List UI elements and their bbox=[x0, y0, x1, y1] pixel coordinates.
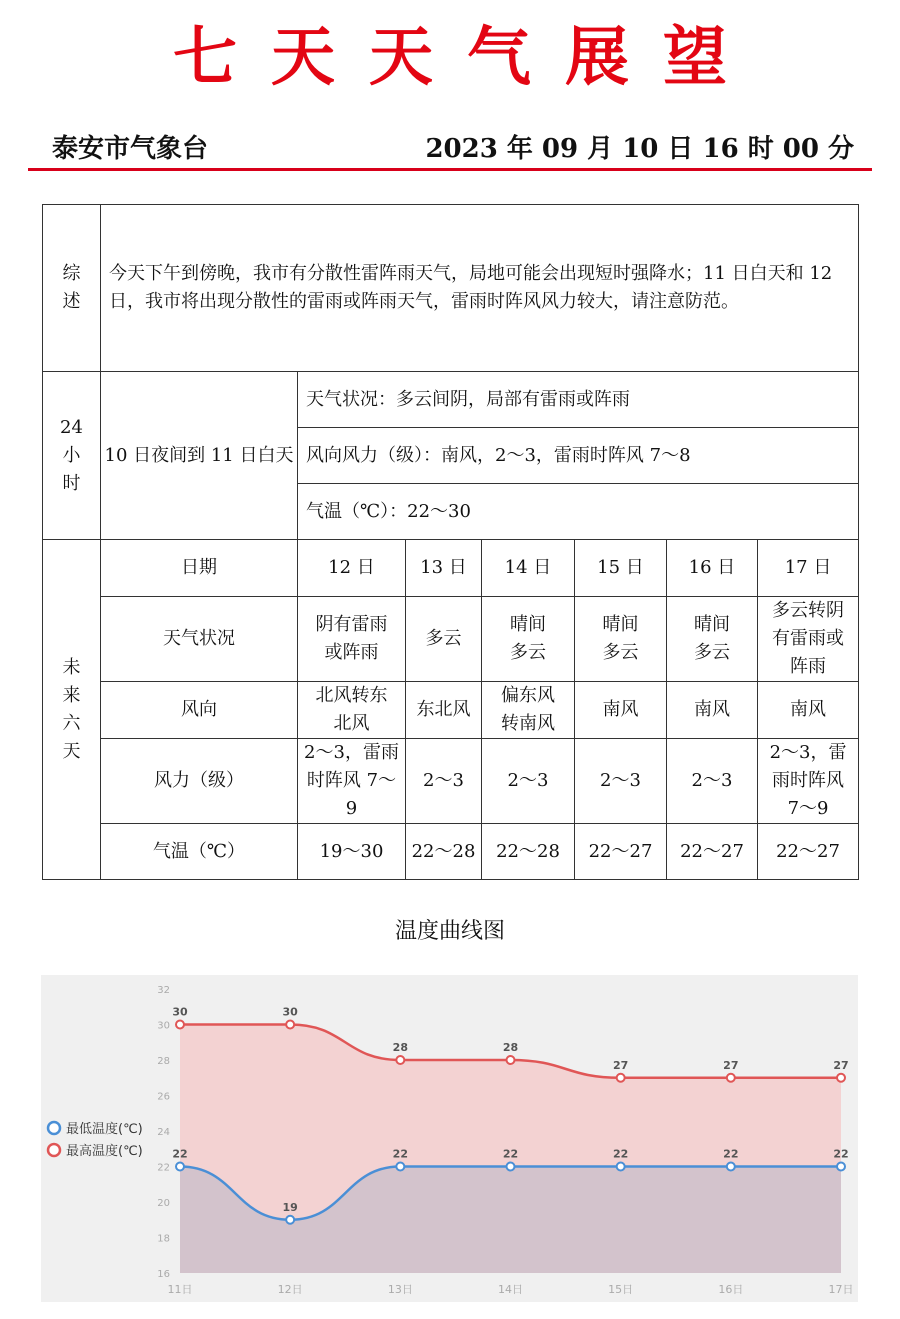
day-3-weather: 晴间多云 bbox=[482, 597, 575, 682]
day-4-temp: 22～27 bbox=[575, 824, 667, 880]
x-tick-label: 14日 bbox=[498, 1283, 523, 1296]
x-axis-ticks bbox=[168, 1283, 854, 1296]
h24-wind: 风向风力（级）：南风，2～3，雷雨时阵风 7～8 bbox=[298, 428, 859, 484]
data-point bbox=[727, 1074, 735, 1082]
day-1-wind-force: 2～3，雷雨时阵风 7～9 bbox=[298, 739, 406, 824]
data-label: 27 bbox=[613, 1058, 629, 1072]
temperature-chart-panel bbox=[41, 975, 858, 1302]
row-label-temp: 气温（℃） bbox=[101, 824, 298, 880]
legend-min-marker bbox=[48, 1122, 60, 1134]
legend-max-marker bbox=[48, 1144, 60, 1156]
legend-max-label: 最高温度(℃) bbox=[66, 1144, 143, 1159]
summary-row bbox=[43, 205, 859, 372]
chart-legend bbox=[48, 1121, 143, 1159]
day-4-wind-dir: 南风 bbox=[575, 682, 667, 739]
page-title: 七天天气展望 bbox=[173, 20, 761, 95]
day-1-weather: 阴有雷雨或阵雨 bbox=[298, 597, 406, 682]
future-wind-force-row bbox=[43, 739, 859, 824]
y-tick-label: 24 bbox=[157, 1127, 170, 1138]
data-label: 27 bbox=[723, 1058, 739, 1072]
data-label: 22 bbox=[172, 1147, 188, 1161]
x-tick-label: 11日 bbox=[167, 1283, 193, 1296]
day-6-wind-force: 2～3，雷雨时阵风 7～9 bbox=[758, 739, 859, 824]
legend-min-label: 最低温度(℃) bbox=[66, 1122, 143, 1137]
future-wind-dir-row bbox=[43, 682, 859, 739]
day-5-date: 16 日 bbox=[667, 540, 758, 597]
future-weather-row bbox=[43, 597, 859, 682]
day-1-wind-dir: 北风转东北风 bbox=[298, 682, 406, 739]
x-tick-label: 12日 bbox=[277, 1283, 303, 1296]
chart-title: 温度曲线图 bbox=[394, 919, 505, 944]
data-point bbox=[396, 1163, 404, 1171]
data-point bbox=[507, 1163, 515, 1171]
data-label: 22 bbox=[723, 1147, 739, 1161]
summary-label-text: 综 述 bbox=[62, 263, 81, 312]
h24-weather-row bbox=[43, 372, 859, 428]
data-point bbox=[286, 1021, 294, 1029]
day-2-wind-dir: 东北风 bbox=[406, 682, 482, 739]
day-5-wind-force: 2～3 bbox=[667, 739, 758, 824]
x-tick-label: 17日 bbox=[828, 1283, 854, 1296]
y-tick-label: 32 bbox=[157, 985, 170, 996]
future-temp-row bbox=[43, 824, 859, 880]
x-tick-label: 13日 bbox=[387, 1283, 413, 1296]
day-2-date: 13 日 bbox=[406, 540, 482, 597]
temperature-chart bbox=[41, 975, 858, 1302]
data-point bbox=[727, 1163, 735, 1171]
data-label: 22 bbox=[833, 1147, 849, 1161]
day-4-weather: 晴间多云 bbox=[575, 597, 667, 682]
data-label: 22 bbox=[392, 1147, 408, 1161]
data-point bbox=[286, 1216, 294, 1224]
issue-time: 2023 年 09 月 10 日 16 时 00 分 bbox=[425, 134, 854, 164]
y-tick-label: 30 bbox=[157, 1020, 170, 1032]
data-point bbox=[176, 1163, 184, 1171]
day-3-temp: 22～28 bbox=[482, 824, 575, 880]
day-4-wind-force: 2～3 bbox=[575, 739, 667, 824]
h24-period: 10 日夜间到 11 日白天 bbox=[101, 372, 298, 540]
day-4-date: 15 日 bbox=[575, 540, 667, 597]
y-tick-label: 16 bbox=[157, 1269, 170, 1280]
day-5-temp: 22～27 bbox=[667, 824, 758, 880]
data-label: 28 bbox=[392, 1041, 408, 1054]
day-2-wind-force: 2～3 bbox=[406, 739, 482, 824]
day-5-weather: 晴间多云 bbox=[667, 597, 758, 682]
header-divider bbox=[28, 168, 872, 171]
y-tick-label: 26 bbox=[157, 1091, 170, 1103]
summary-label bbox=[43, 205, 101, 372]
day-6-weather: 多云转阴有雷雨或阵雨 bbox=[758, 597, 859, 682]
y-tick-label: 22 bbox=[157, 1162, 170, 1174]
day-6-wind-dir: 南风 bbox=[758, 682, 859, 739]
day-6-temp: 22～27 bbox=[758, 824, 859, 880]
agency-name: 泰安市气象台 bbox=[52, 134, 209, 164]
future-label-text: 未 来 六 天 bbox=[62, 656, 81, 762]
future-label bbox=[43, 540, 101, 880]
day-1-temp: 19～30 bbox=[298, 824, 406, 880]
y-axis-ticks bbox=[157, 985, 170, 1280]
day-3-wind-force: 2～3 bbox=[482, 739, 575, 824]
day-1-date: 12 日 bbox=[298, 540, 406, 597]
h24-temp: 气温（℃）：22～30 bbox=[298, 484, 859, 540]
day-6-date: 17 日 bbox=[758, 540, 859, 597]
h24-weather: 天气状况：多云间阴，局部有雷雨或阵雨 bbox=[298, 372, 859, 428]
data-label: 28 bbox=[502, 1041, 519, 1054]
data-label: 22 bbox=[502, 1147, 519, 1161]
future-date-row bbox=[43, 540, 859, 597]
y-tick-label: 28 bbox=[157, 1056, 170, 1067]
data-point bbox=[507, 1056, 515, 1064]
data-point bbox=[617, 1163, 625, 1171]
data-label: 22 bbox=[613, 1147, 629, 1161]
y-tick-label: 18 bbox=[157, 1233, 170, 1245]
row-label-wind-force: 风力（级） bbox=[101, 739, 298, 824]
data-label: 30 bbox=[282, 1005, 298, 1019]
data-point bbox=[837, 1074, 845, 1082]
day-3-wind-dir: 偏东风转南风 bbox=[482, 682, 575, 739]
data-point bbox=[396, 1056, 404, 1064]
data-label: 27 bbox=[833, 1058, 849, 1072]
day-3-date: 14 日 bbox=[482, 540, 575, 597]
row-label-date: 日期 bbox=[101, 540, 298, 597]
h24-label-text: 24 小 时 bbox=[60, 416, 83, 494]
x-tick-label: 16日 bbox=[718, 1283, 744, 1296]
data-point bbox=[176, 1021, 184, 1029]
y-tick-label: 20 bbox=[157, 1198, 170, 1209]
row-label-wind-dir: 风向 bbox=[101, 682, 298, 739]
x-tick-label: 15日 bbox=[608, 1283, 634, 1296]
data-label: 30 bbox=[172, 1005, 188, 1019]
data-point bbox=[837, 1163, 845, 1171]
day-2-weather: 多云 bbox=[406, 597, 482, 682]
day-5-wind-dir: 南风 bbox=[667, 682, 758, 739]
summary-text: 今天下午到傍晚，我市有分散性雷阵雨天气，局地可能会出现短时强降水；11 日白天和 12 日，我市将出现分散性的雷雨或阵雨天气，雷雨时阵风风力较大，请注意防范。 bbox=[101, 205, 859, 372]
day-2-temp: 22～28 bbox=[406, 824, 482, 880]
forecast-table bbox=[42, 204, 859, 880]
h24-label bbox=[43, 372, 101, 540]
row-label-weather: 天气状况 bbox=[101, 597, 298, 682]
data-label: 19 bbox=[282, 1200, 298, 1214]
data-point bbox=[617, 1074, 625, 1082]
